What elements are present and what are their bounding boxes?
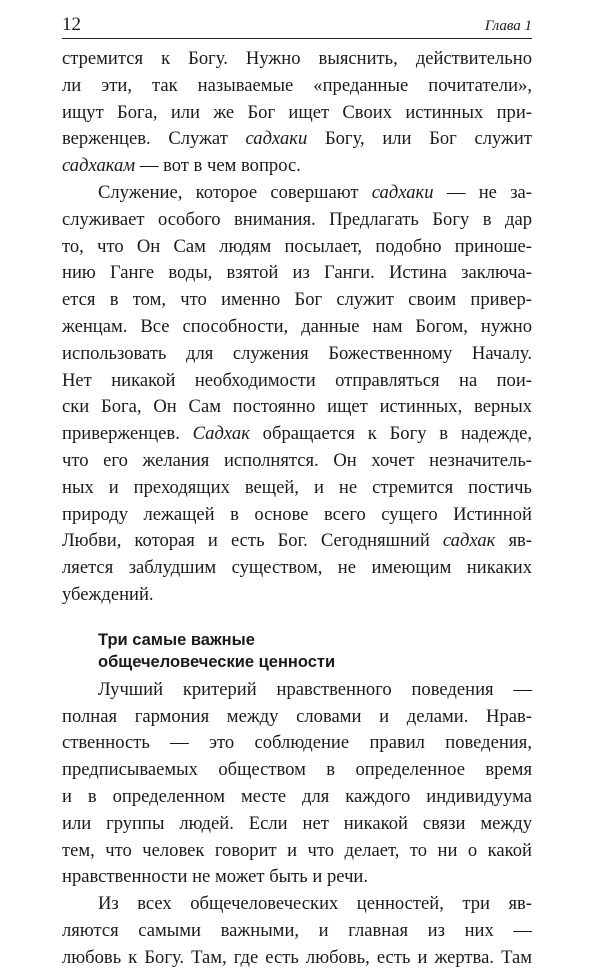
text-line: ли эти, так называемые «преданные почитатели»,: [62, 74, 532, 96]
text-line: верженцев. Служат садхаки Богу, или Бог служит: [62, 128, 532, 150]
text-line: природу лежащей в основе всего сущего Истинной: [62, 503, 532, 525]
text-line: предписываемых обществом в определенное время: [62, 759, 532, 781]
text-line: ищут Бога, или же Бог ищет Своих истинных при-: [62, 101, 532, 123]
text-line: любовь к Богу. Там, где есть любовь, есть и жертва. Там: [62, 946, 532, 968]
section-heading-line: общечеловеческие ценности: [98, 652, 336, 671]
text-line: Из всех общечеловеческих ценностей, три яв-: [98, 893, 532, 915]
text-line: и в определенном месте для каждого индивидуума: [62, 785, 532, 807]
running-header: [62, 12, 532, 39]
text-line: женцам. Все способности, данные нам Богом, нужно: [62, 315, 532, 337]
text-line: ляется заблудшим существом, не имеющим никаких: [62, 557, 532, 579]
paragraph-4: [62, 891, 532, 971]
text-line: использовать для служения Божественному Началу.: [62, 342, 532, 364]
body-text: [62, 46, 532, 972]
text-line: что его желания исполнятся. Он хочет незначитель-: [62, 449, 532, 471]
text-line: нравственности не может быть и речи.: [62, 866, 369, 888]
text-line: стремится к Богу. Нужно выяснить, действительно: [62, 48, 532, 69]
text-line: ных и преходящих вещей, и не стремится постичь: [62, 476, 532, 498]
text-line: убеждений.: [62, 583, 154, 605]
section-heading: [62, 629, 532, 673]
text-line: нию Ганге воды, взятой из Ганги. Истина заключа-: [62, 262, 532, 284]
page-number: 12: [62, 14, 81, 35]
paragraph-1: [62, 46, 532, 180]
text-line: ственность — это соблюдение правил поведения,: [62, 732, 532, 754]
paragraph-2: [62, 180, 532, 609]
text-line: то, что Он Сам людям посылает, подобно приноше-: [62, 235, 532, 257]
text-line: Служение, которое совершают садхаки — не за-: [98, 181, 532, 203]
text-line: полная гармония между словами и делами. Нрав-: [62, 705, 532, 727]
paragraph-3: [62, 677, 532, 891]
text-line: ется в том, что именно Бог служит своим привер-: [62, 289, 532, 311]
text-line: Лучший критерий нравственного поведения —: [98, 678, 532, 700]
text-line: Любви, которая и есть Бог. Сегодняшний садхак яв-: [62, 530, 532, 552]
text-line: садхакам — вот в чем вопрос.: [62, 155, 301, 177]
text-line: ляются самыми важными, и главная из них —: [62, 919, 532, 941]
text-line: тем, что человек говорит и что делает, то ни о какой: [62, 839, 532, 861]
text-line: Нет никакой необходимости отправляться на пои-: [62, 369, 532, 391]
chapter-label: Глава 1: [484, 18, 532, 34]
text-line: или группы людей. Если нет никакой связи между: [62, 812, 532, 834]
text-line: ски Бога, Он Сам постоянно ищет истинных, верных: [62, 396, 532, 418]
text-line: служивает особого внимания. Предлагать Богу в дар: [62, 208, 532, 230]
text-line: приверженцев. Садхак обращается к Богу в надежде,: [62, 423, 532, 445]
section-heading-line: Три самые важные: [98, 630, 255, 649]
